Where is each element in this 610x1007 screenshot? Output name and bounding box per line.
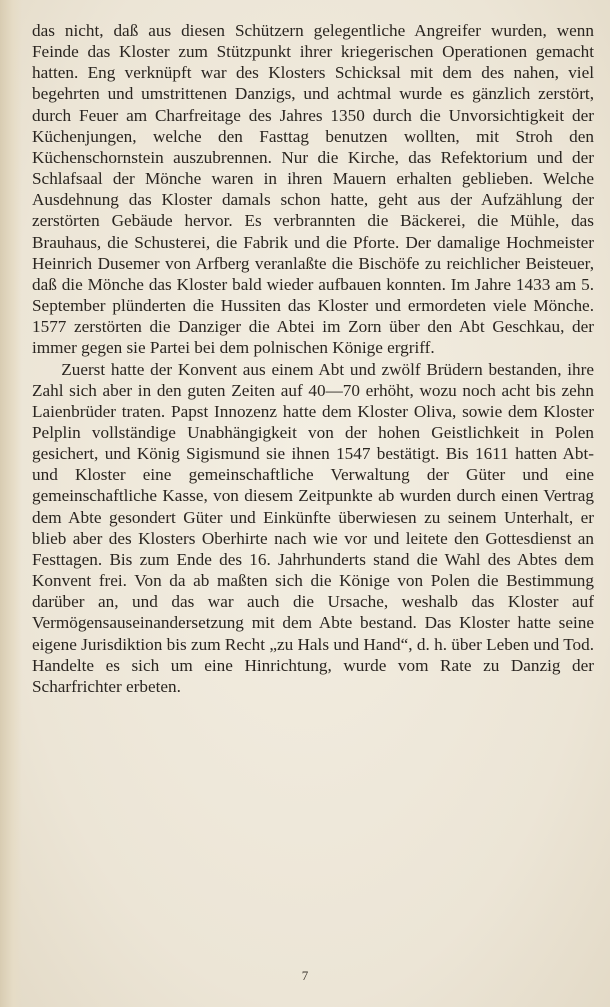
paragraph-continuation: das nicht, daß aus diesen Schützern gelegentliche Angreifer wurden, wenn Feinde das Kloster zum Stützpunkt ihrer kriegerischen Operationen gemacht hatten. Eng verknüpft war des Klosters Schicksal mit dem des nahen, viel begehrten und umstrittenen Danzigs, und achtmal wurde es gänzlich zerstört, durch Feuer am Charfreitage des Jahres 1350 durch die Unvorsichtigkeit der Küchenjungen, welche den Fasttag benutzen wollten, mit Stroh den Küchenschornstein auszubrennen. Nur die Kirche, das Refektorium und der Schlafsaal der Mönche waren in ihren Mauern erhalten geblieben. Welche Ausdehnung das Kloster damals schon hatte, geht aus der Aufzählung der zerstörten Gebäude hervor. Es verbrannten die Bäckerei, die Mühle, das Brauhaus, die Schusterei, die Fabrik und die Pforte. Der damalige Hochmeister Heinrich Dusemer von Arfberg veranlaßte die Bischöfe zu reichlicher Beisteuer, daß die Mönche das Kloster bald wieder aufbauen konnten. Im Jahre 1433 am 5. September plünderten die Hussiten das Kloster und ermordeten viele Mönche. 1577 zerstörten die Danziger die Abtei im Zorn über den Abt Geschkau, der immer gegen sie Partei bei dem polnischen Könige ergriff. (32, 21, 594, 358)
body-text (32, 20, 594, 697)
page-number: 7 (301, 968, 309, 983)
paragraph-konvent: Zuerst hatte der Konvent aus einem Abt und zwölf Brüdern bestanden, ihre Zahl sich aber in den guten Zeiten auf 40—70 erhöht, wozu noch acht bis zehn Laienbrüder traten. Papst Innozenz hatte dem Kloster Oliva, sowie dem Kloster Pelplin vollständige Unabhängigkeit von der hohen Geistlichkeit in Polen gesichert, und König Sigismund sie ihnen 1547 bestätigt. Bis 1611 hatten Abt- und Kloster eine gemeinschaftliche Verwaltung der Güter und eine gemeinschaftliche Kasse, von diesem Zeitpunkte ab wurden durch einen Vertrag dem Abte gesondert Güter und Einkünfte überwiesen zu seinem Unterhalt, er blieb aber des Klosters Oberhirte nach wie vor und leitete den Gottesdienst an Festtagen. Bis zum Ende des 16. Jahrhunderts stand die Wahl des Abtes dem Konvent frei. Von da ab maßten sich die Könige von Polen die Bestimmung darüber an, und das war auch die Ursache, weshalb das Kloster auf Vermögensauseinandersetzung mit dem Abte bestand. Das Kloster hatte seine eigene Jurisdiktion bis zum Recht „zu Hals und Hand“, d. h. über Leben und Tod. Handelte es sich um eine Hinrichtung, wurde vom Rate zu Danzig der Scharfrichter erbeten. (32, 359, 594, 696)
page-gutter-shadow (0, 0, 22, 1007)
